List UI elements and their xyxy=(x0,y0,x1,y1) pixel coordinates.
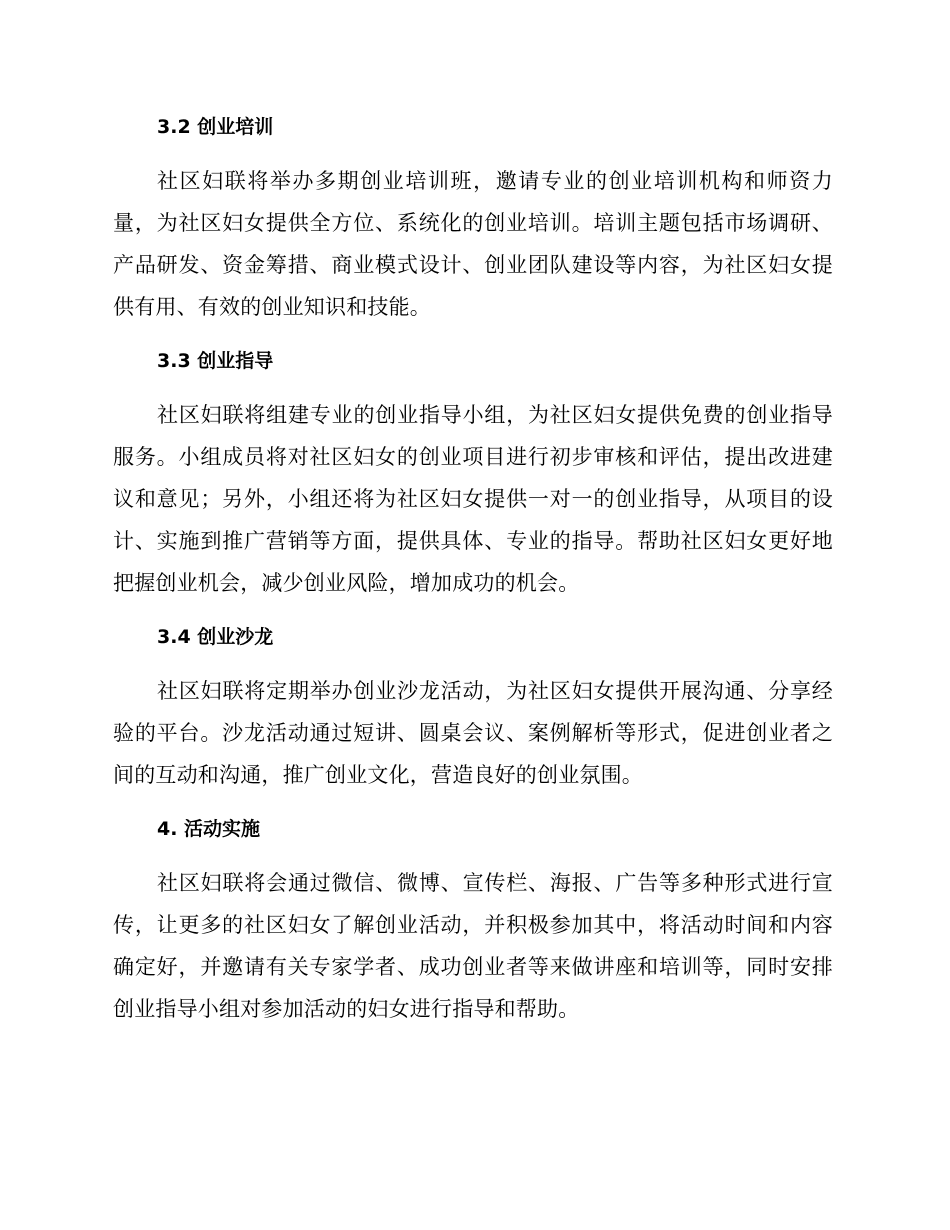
section-3-4 xyxy=(113,616,833,796)
section-heading: 3.2 创业培训 xyxy=(157,116,274,138)
document-body xyxy=(113,106,833,1042)
section-heading: 3.3 创业指导 xyxy=(157,350,274,372)
section-3-2 xyxy=(113,106,833,328)
section-3-3 xyxy=(113,340,833,604)
section-paragraph: 社区妇联将会通过微信、微博、宣传栏、海报、广告等多种形式进行宣传，让更多的社区妇女了解创业活动，并积极参加其中，将活动时间和内容确定好，并邀请有关专家学者、成功创业者等来做讲座和培训等，同时安排创业指导小组对参加活动的妇女进行指导和帮助。 xyxy=(113,871,833,1021)
section-heading: 3.4 创业沙龙 xyxy=(157,626,274,648)
section-paragraph: 社区妇联将举办多期创业培训班，邀请专业的创业培训机构和师资力量，为社区妇女提供全方位、系统化的创业培训。培训主题包括市场调研、产品研发、资金筹措、商业模式设计、创业团队建设等内容，为社区妇女提供有用、有效的创业知识和技能。 xyxy=(113,169,833,319)
section-paragraph: 社区妇联将组建专业的创业指导小组，为社区妇女提供免费的创业指导服务。小组成员将对社区妇女的创业项目进行初步审核和评估，提出改进建议和意见；另外，小组还将为社区妇女提供一对一的创业指导，从项目的设计、实施到推广营销等方面，提供具体、专业的指导。帮助社区妇女更好地把握创业机会，减少创业风险，增加成功的机会。 xyxy=(113,403,833,595)
section-4 xyxy=(113,808,833,1030)
section-paragraph: 社区妇联将定期举办创业沙龙活动，为社区妇女提供开展沟通、分享经验的平台。沙龙活动通过短讲、圆桌会议、案例解析等形式，促进创业者之间的互动和沟通，推广创业文化，营造良好的创业氛围。 xyxy=(113,679,833,787)
section-heading: 4. 活动实施 xyxy=(157,818,261,840)
